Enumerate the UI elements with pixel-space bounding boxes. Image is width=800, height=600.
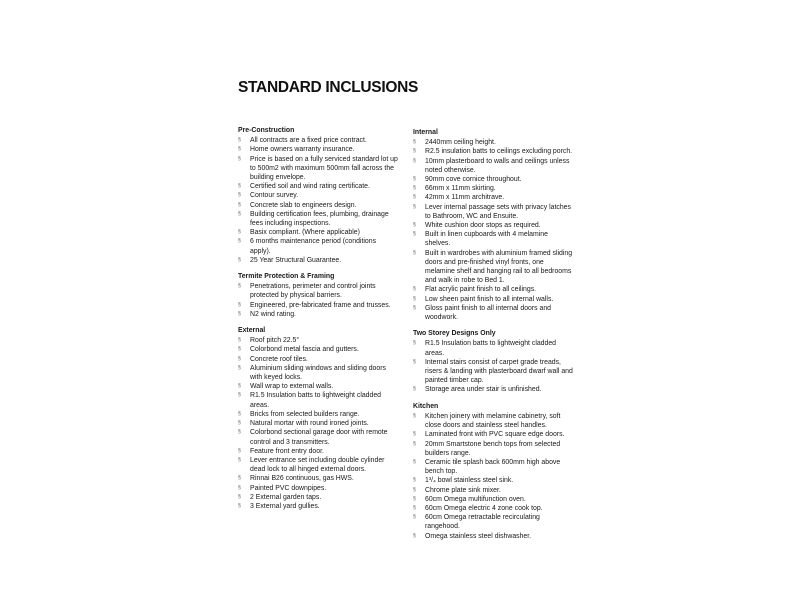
list-item-text: 2 External garden taps. — [250, 493, 322, 501]
list-item — [238, 345, 398, 354]
bullet-icon: § — [238, 410, 241, 417]
bullet-icon: § — [238, 183, 241, 190]
list-item-text: 60cm Omega retractable recirculating rangehood. — [425, 514, 540, 531]
list-item — [413, 532, 573, 541]
inclusion-list — [413, 412, 573, 541]
bullet-icon: § — [413, 286, 416, 293]
bullet-icon: § — [238, 146, 241, 153]
list-item-text: Flat acrylic paint finish to all ceilings. — [425, 286, 537, 294]
list-item-text: 60cm Omega electric 4 zone cook top. — [425, 504, 543, 512]
list-item-text: Internal stairs consist of carpet grade treads, risers & landing with plasterboard dwarf wall and painted timber cap. — [425, 358, 573, 385]
bullet-icon: § — [238, 383, 241, 390]
list-item — [238, 364, 398, 382]
bullet-icon: § — [413, 412, 416, 419]
bullet-icon: § — [413, 358, 416, 365]
bullet-icon: § — [238, 301, 241, 308]
list-item-text: Wall wrap to external walls. — [250, 383, 334, 391]
section-termite-protection-framing — [238, 272, 398, 319]
bullet-icon: § — [238, 229, 241, 236]
section-heading: Internal — [413, 129, 438, 136]
list-item — [413, 495, 573, 504]
bullet-icon: § — [413, 304, 416, 311]
list-item — [238, 210, 398, 228]
list-item-text: Concrete slab to engineers design. — [250, 201, 357, 209]
list-item-text: Rinnai B26 continuous, gas HWS. — [250, 475, 354, 483]
inclusion-list — [238, 282, 398, 319]
bullet-icon: § — [238, 201, 241, 208]
list-item — [238, 201, 398, 210]
bullet-icon: § — [238, 475, 241, 482]
inclusion-list — [413, 339, 573, 394]
list-item — [413, 221, 573, 230]
bullet-icon: § — [413, 203, 416, 210]
list-item — [238, 136, 398, 145]
list-item — [413, 285, 573, 294]
bullet-icon: § — [413, 532, 416, 539]
list-item — [413, 458, 573, 476]
bullet-icon: § — [238, 256, 241, 263]
list-item-text: Roof pitch 22.5° — [250, 337, 300, 345]
bullet-icon: § — [238, 484, 241, 491]
bullet-icon: § — [413, 458, 416, 465]
right-column — [413, 128, 573, 548]
list-item-text: Built in linen cupboards with 4 melamine shelves. — [425, 231, 548, 248]
list-item — [238, 456, 398, 474]
list-item — [238, 419, 398, 428]
list-item — [238, 484, 398, 493]
bullet-icon: § — [238, 355, 241, 362]
list-item — [238, 474, 398, 483]
section-two-storey-designs-only — [413, 329, 573, 394]
bullet-icon: § — [413, 386, 416, 393]
list-item — [413, 249, 573, 286]
inclusion-list — [413, 138, 573, 322]
bullet-icon: § — [413, 486, 416, 493]
bullet-icon: § — [413, 504, 416, 511]
list-item — [413, 486, 573, 495]
list-item — [413, 476, 573, 485]
bullet-icon: § — [413, 514, 416, 521]
list-item-text: Engineered, pre-fabricated frame and trusses. — [250, 301, 391, 309]
list-item-text: Lever entrance set including double cylinder dead lock to all hinged external doors. — [250, 456, 385, 474]
list-item-text: N2 wind rating. — [250, 310, 296, 318]
section-pre-construction — [238, 126, 398, 265]
list-item-text: Natural mortar with round ironed joints. — [250, 420, 369, 428]
page-title: STANDARD INCLUSIONS — [238, 79, 419, 96]
list-item — [238, 228, 398, 237]
bullet-icon: § — [238, 392, 241, 399]
bullet-icon: § — [413, 185, 416, 192]
bullet-icon: § — [238, 456, 241, 463]
list-item — [238, 145, 398, 154]
bullet-icon: § — [413, 295, 416, 302]
list-item-text: Concrete roof tiles. — [250, 355, 308, 363]
list-item-text: Colorbond metal fascia and gutters. — [250, 346, 359, 354]
list-item-text: Building certification fees, plumbing, drainage fees including inspections. — [250, 210, 389, 228]
list-item-text: Basix compliant. (Where applicable) — [250, 229, 360, 237]
list-item — [238, 391, 398, 409]
bullet-icon: § — [238, 192, 241, 199]
list-item — [413, 147, 573, 156]
list-item-text: 90mm cove cornice throughout. — [425, 176, 522, 184]
list-item — [238, 155, 398, 183]
list-item-text: 10mm plasterboard to walls and ceilings unless noted otherwise. — [425, 157, 570, 174]
list-item — [413, 184, 573, 193]
list-item-text: Gloss paint finish to all internal doors and woodwork. — [425, 304, 552, 322]
bullet-icon: § — [413, 249, 416, 256]
list-item-text: Omega stainless steel dishwasher. — [425, 532, 532, 540]
list-item — [238, 282, 398, 300]
list-item — [238, 336, 398, 345]
list-item — [413, 157, 573, 175]
list-item — [413, 358, 573, 386]
bullet-icon: § — [413, 139, 416, 146]
bullet-icon: § — [413, 176, 416, 183]
list-item-text: 25 Year Structural Guarantee. — [250, 256, 342, 264]
inclusion-list — [238, 336, 398, 511]
list-item-text: 1³/₄ bowl stainless steel sink. — [425, 477, 514, 485]
list-item — [413, 203, 573, 221]
bullet-icon: § — [238, 447, 241, 454]
bullet-icon: § — [413, 157, 416, 164]
list-item-text: 2440mm ceiling height. — [425, 139, 496, 147]
list-item — [413, 295, 573, 304]
bullet-icon: § — [238, 493, 241, 500]
section-heading: Termite Protection & Framing — [238, 273, 335, 281]
section-heading: Pre-Construction — [238, 127, 295, 134]
section-kitchen — [413, 402, 573, 541]
bullet-icon: § — [238, 337, 241, 344]
bullet-icon: § — [238, 137, 241, 144]
section-heading: External — [238, 327, 266, 335]
list-item-text: Low sheen paint finish to all internal walls. — [425, 295, 554, 303]
list-item — [413, 193, 573, 202]
list-item — [238, 256, 398, 265]
list-item — [238, 410, 398, 419]
list-item-text: Certified soil and wind rating certificate. — [250, 183, 370, 191]
list-item — [413, 513, 573, 531]
list-item-text: All contracts are a fixed price contract. — [250, 137, 367, 145]
bullet-icon: § — [413, 340, 416, 347]
list-item-text: Feature front entry door. — [250, 447, 324, 455]
list-item-text: R1.5 Insulation batts to lightweight cladded areas. — [250, 392, 382, 409]
list-item — [238, 301, 398, 310]
list-item-text: Ceramic tile splash back 600mm high above bench top. — [425, 458, 561, 476]
bullet-icon: § — [238, 155, 241, 162]
bullet-icon: § — [238, 502, 241, 509]
bullet-icon: § — [413, 440, 416, 447]
list-item — [238, 310, 398, 319]
list-item-text: Contour survey. — [250, 192, 299, 200]
list-item-text: Lever internal passage sets with privacy latches to Bathroom, WC and Ensuite. — [425, 203, 571, 220]
bullet-icon: § — [238, 310, 241, 317]
bullet-icon: § — [413, 194, 416, 201]
list-item-text: 3 External yard gullies. — [250, 502, 320, 510]
list-item — [238, 237, 398, 255]
list-item-text: Home owners warranty insurance. — [250, 146, 355, 154]
list-item — [413, 504, 573, 513]
list-item — [238, 191, 398, 200]
bullet-icon: § — [413, 148, 416, 155]
list-item-text: 60cm Omega multifunction oven. — [425, 495, 526, 503]
bullet-icon: § — [413, 495, 416, 502]
list-item-text: Painted PVC downpipes. — [250, 484, 327, 492]
list-item-text: Price is based on a fully serviced standard lot up to 500m2 with maximum 500mm fall across the building envelope. — [250, 155, 398, 182]
list-item-text: Built in wardrobes with aluminium framed sliding doors and pre-finished vinyl fronts, one melamine shelf and hanging rail to all bedrooms and walk in robe to Bed 1. — [425, 249, 573, 285]
section-external — [238, 326, 398, 511]
list-item-text: Kitchen joinery with melamine cabinetry, soft close doors and stainless steel handles. — [425, 412, 561, 430]
inclusion-list — [238, 136, 398, 265]
list-item-text: Bricks from selected builders range. — [250, 410, 360, 418]
list-item — [413, 304, 573, 322]
list-item-text: 66mm x 11mm skirting. — [425, 185, 496, 193]
bullet-icon: § — [413, 222, 416, 229]
bullet-icon: § — [238, 420, 241, 427]
list-item — [413, 412, 573, 430]
list-item — [238, 182, 398, 191]
section-heading: Kitchen — [413, 402, 439, 410]
list-item — [413, 385, 573, 394]
list-item-text: Colorbond sectional garage door with remote control and 3 transmitters. — [250, 429, 388, 446]
list-item — [413, 339, 573, 357]
list-item-text: R1.5 Insulation batts to lightweight cladded areas. — [425, 340, 557, 357]
bullet-icon: § — [413, 431, 416, 438]
list-item-text: R2.5 insulation batts to ceilings excluding porch. — [425, 148, 573, 156]
list-item — [238, 428, 398, 446]
bullet-icon: § — [238, 238, 241, 245]
bullet-icon: § — [238, 346, 241, 353]
list-item-text: Storage area under stair is unfinished. — [425, 386, 542, 394]
list-item-text: White cushion door stops as required. — [425, 222, 541, 230]
list-item-text: 20mm Smartstone bench tops from selected builders range. — [425, 440, 561, 457]
list-item-text: Chrome plate sink mixer. — [425, 486, 501, 494]
left-column — [238, 126, 398, 518]
list-item-text: 42mm x 11mm architrave. — [425, 194, 505, 202]
list-item — [413, 440, 573, 458]
list-item — [413, 230, 573, 248]
list-item — [238, 382, 398, 391]
section-internal — [413, 128, 573, 322]
list-item — [238, 447, 398, 456]
list-item — [413, 138, 573, 147]
list-item-text: Aluminium sliding windows and sliding doors with keyed locks. — [250, 364, 386, 382]
list-item-text: Laminated front with PVC square edge doors. — [425, 431, 565, 439]
bullet-icon: § — [413, 477, 416, 484]
bullet-icon: § — [413, 231, 416, 238]
section-heading: Two Storey Designs Only — [413, 330, 496, 338]
list-item-text: Penetrations, perimeter and control joints protected by physical barriers. — [250, 283, 376, 300]
list-item — [413, 430, 573, 439]
list-item — [238, 502, 398, 511]
bullet-icon: § — [238, 429, 241, 436]
bullet-icon: § — [238, 364, 241, 371]
list-item — [238, 355, 398, 364]
list-item — [413, 175, 573, 184]
bullet-icon: § — [238, 210, 241, 217]
list-item-text: 6 months maintenance period (conditions apply). — [250, 238, 377, 255]
bullet-icon: § — [238, 283, 241, 290]
list-item — [238, 493, 398, 502]
